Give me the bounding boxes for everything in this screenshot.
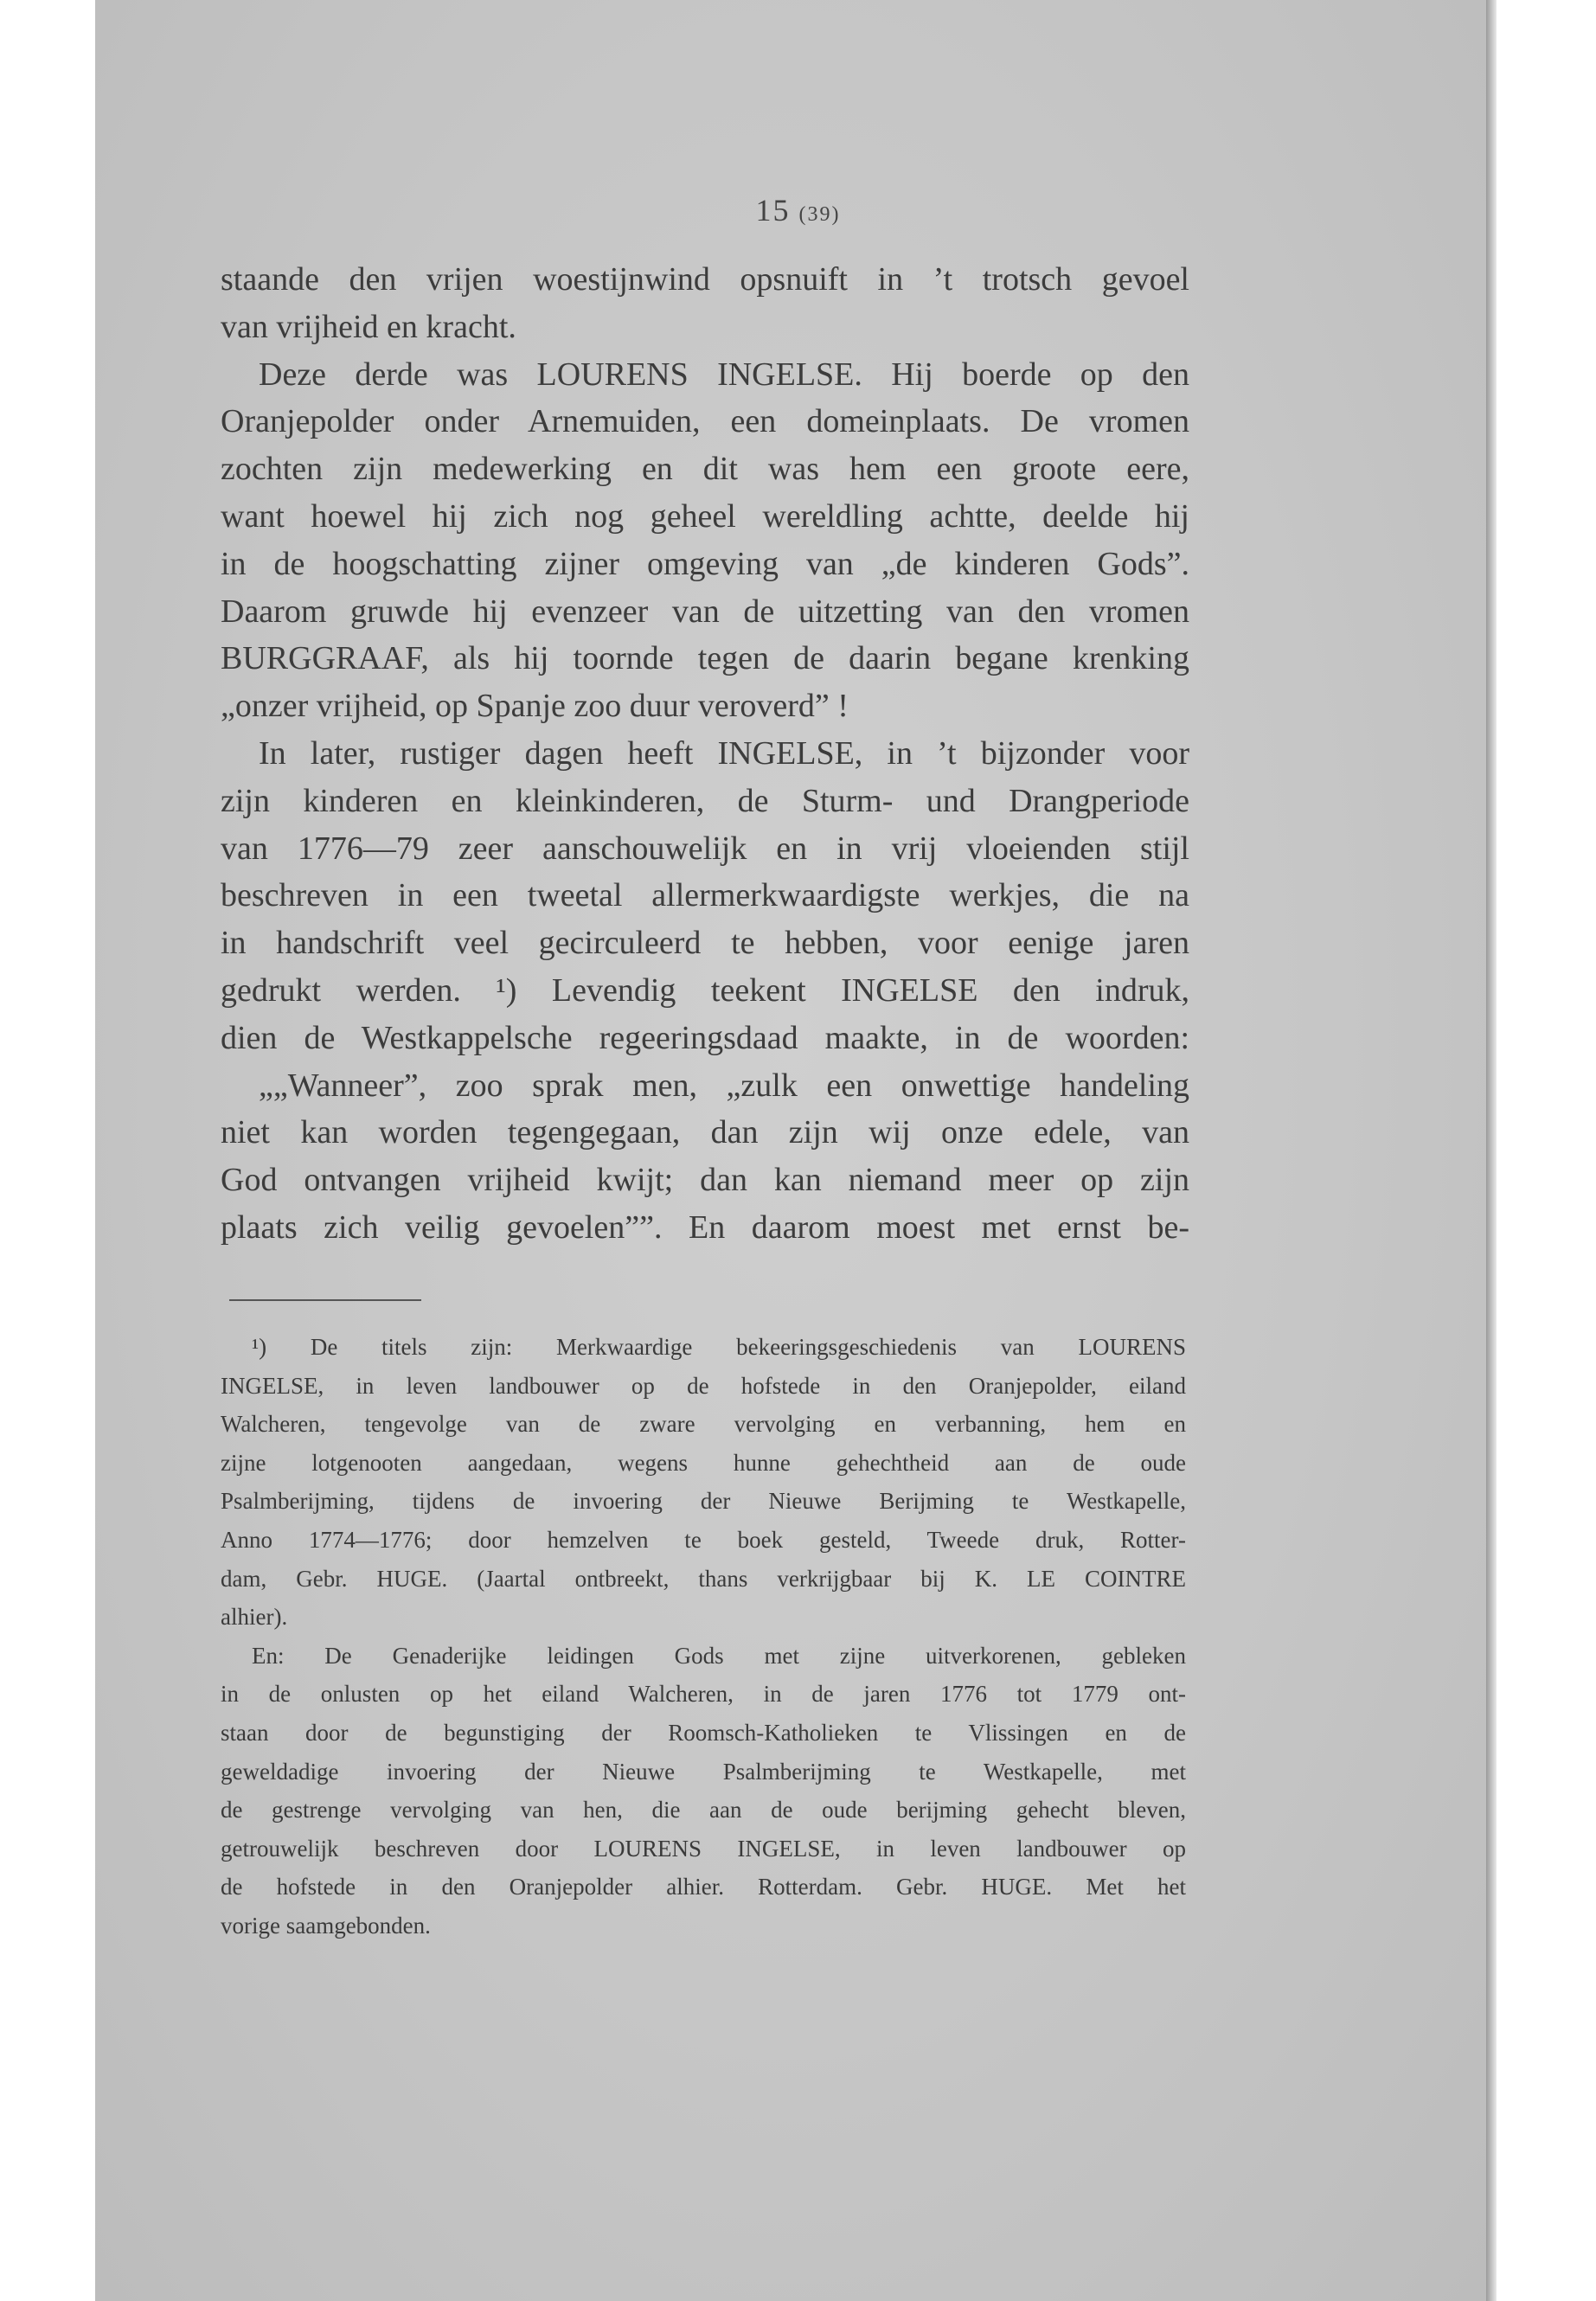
footnote-line: Walcheren, tengevolge van de zware vervolging en verbanning, hem en <box>221 1411 1186 1438</box>
body-text-line: beschreven in een tweetal allermerkwaardigste werkjes, die na <box>221 877 1189 914</box>
footnote-line: vorige saamgebonden. <box>221 1912 431 1939</box>
body-text-line: van vrijheid en kracht. <box>221 308 516 345</box>
body-text-line: plaats zich veilig gevoelen””. En daarom moest met ernst be- <box>221 1208 1189 1246</box>
footnote-divider <box>229 1299 421 1301</box>
footnote-line: Psalmberijming, tijdens de invoering der Nieuwe Berijming te Westkapelle, <box>221 1488 1186 1515</box>
page-number-main: 15 <box>755 193 791 228</box>
body-text-line: Deze derde was LOURENS INGELSE. Hij boerde op den <box>259 356 1189 393</box>
footnote-line: in de onlusten op het eiland Walcheren, in de jaren 1776 tot 1779 ont- <box>221 1681 1186 1708</box>
body-text-line: gedrukt werden. ¹) Levendig teekent INGELSE den indruk, <box>221 971 1189 1009</box>
body-text-line: in de hoogschatting zijner omgeving van „de kinderen Gods”. <box>221 545 1189 582</box>
footnotes <box>221 1328 1186 1945</box>
body-text-line: dien de Westkappelsche regeeringsdaad maakte, in de woorden: <box>221 1019 1189 1056</box>
page-number <box>0 192 1596 228</box>
footnote-line: INGELSE, in leven landbouwer op de hofstede in den Oranjepolder, eiland <box>221 1372 1186 1399</box>
footnote-line: alhier). <box>221 1604 288 1631</box>
body-text-line: BURGGRAAF, als hij toornde tegen de daarin begane krenking <box>221 640 1189 677</box>
footnote-line: ¹) De titels zijn: Merkwaardige bekeeringsgeschiedenis van LOURENS <box>252 1334 1186 1360</box>
body-text-line: want hoewel hij zich nog geheel wereldling achtte, deelde hij <box>221 497 1189 535</box>
body-text-line: „„Wanneer”, zoo sprak men, „zulk een onwettige handeling <box>259 1067 1189 1104</box>
body-text-line: niet kan worden tegengegaan, dan zijn wij onze edele, van <box>221 1114 1189 1151</box>
footnote-line: de hofstede in den Oranjepolder alhier. Rotterdam. Gebr. HUGE. Met het <box>221 1874 1186 1900</box>
body-text-line: „onzer vrijheid, op Spanje zoo duur veroverd” ! <box>221 688 849 725</box>
body-text-line: In later, rustiger dagen heeft INGELSE, in ’t bijzonder voor <box>259 734 1189 772</box>
body-text-line: staande den vrijen woestijnwind opsnuift in ’t trotsch gevoel <box>221 261 1189 298</box>
footnote-line: geweldadige invoering der Nieuwe Psalmberijming te Westkapelle, met <box>221 1758 1186 1785</box>
footnote-line: zijne lotgenooten aangedaan, wegens hunne gehechtheid aan de oude <box>221 1449 1186 1476</box>
page-edge-shadow <box>1486 0 1497 2301</box>
body-text-line: God ontvangen vrijheid kwijt; dan kan niemand meer op zijn <box>221 1162 1189 1199</box>
page-number-secondary: (39) <box>798 203 841 226</box>
body-text-line: Daarom gruwde hij evenzeer van de uitzetting van den vromen <box>221 593 1189 630</box>
footnote-line: dam, Gebr. HUGE. (Jaartal ontbreekt, thans verkrijgbaar bij K. LE COINTRE <box>221 1565 1186 1592</box>
footnote-line: de gestrenge vervolging van hen, die aan de oude berijming gehecht bleven, <box>221 1797 1186 1823</box>
body-text-line: van 1776—79 zeer aanschouwelijk en in vrij vloeienden stijl <box>221 830 1189 867</box>
body-text <box>221 256 1189 1252</box>
footnote-line: staan door de begunstiging der Roomsch-Katholieken te Vlissingen en de <box>221 1719 1186 1746</box>
body-text-line: Oranjepolder onder Arnemuiden, een domeinplaats. De vromen <box>221 403 1189 440</box>
footnote-line: En: De Genaderijke leidingen Gods met zijne uitverkorenen, gebleken <box>252 1642 1186 1669</box>
body-text-line: in handschrift veel gecirculeerd te hebben, voor eenige jaren <box>221 925 1189 962</box>
body-text-line: zijn kinderen en kleinkinderen, de Sturm- und Drangperiode <box>221 782 1189 819</box>
body-text-line: zochten zijn medewerking en dit was hem een groote eere, <box>221 451 1189 488</box>
footnote-line: getrouwelijk beschreven door LOURENS INGELSE, in leven landbouwer op <box>221 1835 1186 1862</box>
footnote-line: Anno 1774—1776; door hemzelven te boek gesteld, Tweede druk, Rotter- <box>221 1526 1186 1553</box>
